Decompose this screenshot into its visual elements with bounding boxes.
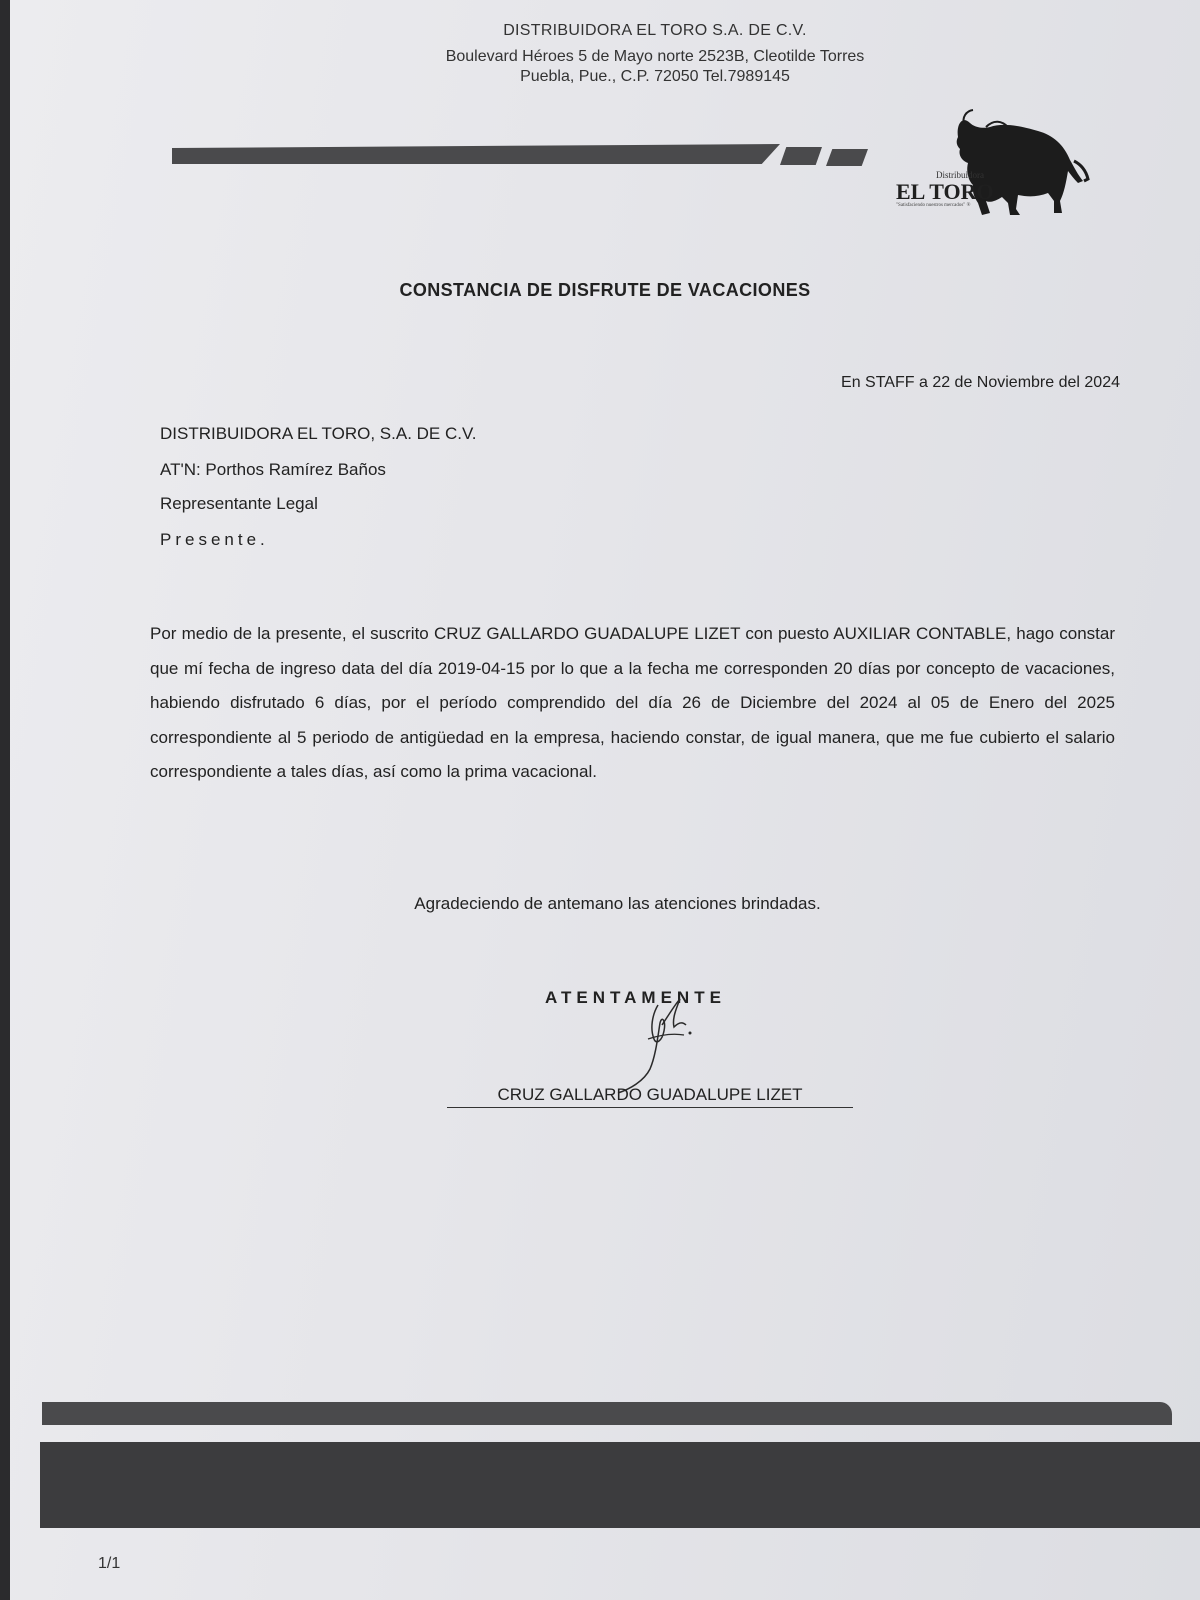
logo-brand: EL TORO bbox=[896, 179, 994, 204]
company-name: DISTRIBUIDORA EL TORO S.A. DE C.V. bbox=[503, 22, 807, 39]
recipient-company: DISTRIBUIDORA EL TORO, S.A. DE C.V. bbox=[160, 424, 477, 443]
header-decorative-bar bbox=[172, 144, 780, 164]
company-address-line2: Puebla, Pue., C.P. 72050 Tel.7989145 bbox=[520, 68, 790, 85]
logo-tagline: "Satisfaciendo nuestros mercados" ® bbox=[896, 203, 971, 208]
company-logo bbox=[878, 105, 1108, 225]
document-title: CONSTANCIA DE DISFRUTE DE VACACIONES bbox=[399, 280, 811, 300]
recipient-role: Representante Legal bbox=[160, 494, 318, 513]
thanks-line: Agradeciendo de antemano las atenciones brindadas. bbox=[414, 894, 821, 913]
header-bar-segment bbox=[826, 149, 868, 166]
document-page bbox=[10, 0, 1200, 1600]
footer-decorative-band bbox=[40, 1442, 1200, 1528]
signer-name: CRUZ GALLARDO GUADALUPE LIZET bbox=[447, 1085, 853, 1108]
recipient-presente: Presente. bbox=[160, 530, 269, 549]
header-bar-segment bbox=[780, 147, 822, 165]
scan-edge bbox=[0, 0, 10, 1600]
company-address-line1: Boulevard Héroes 5 de Mayo norte 2523B, Cleotilde Torres bbox=[445, 48, 865, 65]
body-paragraph: Por medio de la presente, el suscrito CRUZ GALLARDO GUADALUPE LIZET con puesto AUXILIAR CONTABLE, hago constar que mí fecha de ingreso data del día 2019-04-15 por lo que a la fecha me corresponden 20 días por concepto de vacaciones, habiendo disfrutado 6 días, por el período comprendido del día 26 de Diciembre del 2024 al 05 de Enero del 2025 correspondiente al 5 periodo de antigüedad en la empresa, haciendo constar, de igual manera, que me fue cubierto el salario correspondiente a tales días, así como la prima vacacional. bbox=[150, 624, 1115, 781]
logo-small-text: Distribuidora bbox=[936, 170, 984, 180]
closing-word: ATENTAMENTE bbox=[545, 988, 726, 1007]
place-date: En STAFF a 22 de Noviembre del 2024 bbox=[841, 374, 1120, 391]
handwritten-signature bbox=[610, 995, 720, 1095]
recipient-attn: AT'N: Porthos Ramírez Baños bbox=[160, 460, 386, 479]
footer-decorative-bar bbox=[42, 1402, 1172, 1425]
page-number: 1/1 bbox=[98, 1555, 121, 1572]
